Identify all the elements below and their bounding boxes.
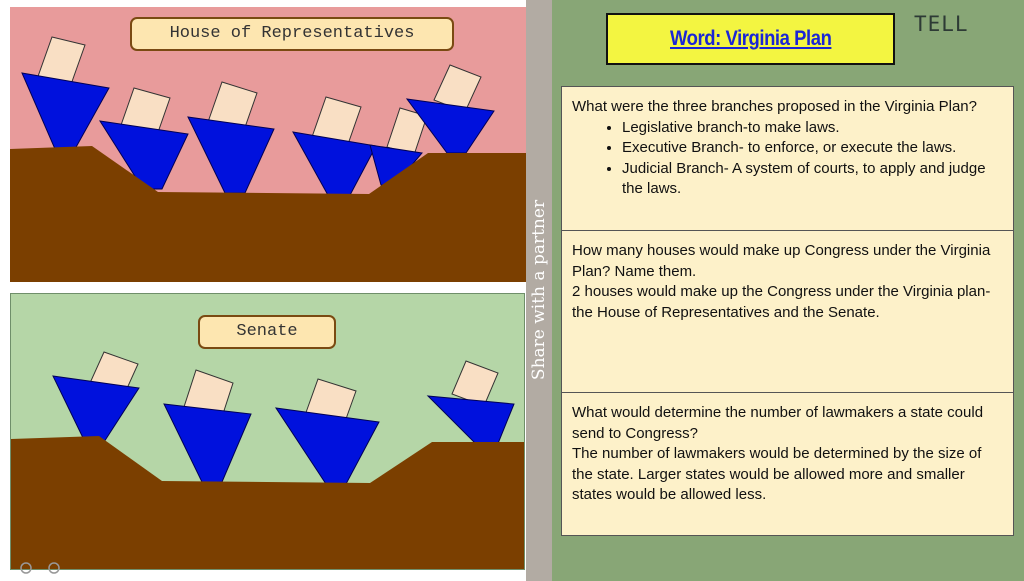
question-text: How many houses would make up Congress under the Virginia Plan? Name them. <box>572 242 991 280</box>
right-pane <box>552 0 1024 581</box>
list-item: • Legislative branch-to make laws. <box>622 118 1003 139</box>
senate-panel <box>10 293 525 570</box>
boat-3 <box>276 408 379 484</box>
qa-cell-houses <box>562 231 1013 393</box>
qa-cell-branches <box>562 87 1013 231</box>
answer-text: 2 houses would make up the Congress under the Virginia plan- the House of Representatives and the Senate. <box>572 283 991 321</box>
share-with-partner-label: Share with a partner <box>529 199 549 381</box>
qa-cell-lawmakers <box>562 393 1013 535</box>
senate-label: Senate <box>198 315 336 349</box>
list-item: • Judicial Branch- A system of courts, to apply and judge the laws. <box>622 159 1003 200</box>
word-box <box>606 13 895 65</box>
question-text: What were the three branches proposed in the Virginia Plan? <box>572 98 977 115</box>
tell-label: TELL <box>914 12 969 36</box>
answer-text: The number of lawmakers would be determined by the size of the state. Larger states would be allowed more and smaller states would be allowed less. <box>572 445 982 503</box>
boat-1 <box>22 73 109 149</box>
qa-table <box>561 86 1014 536</box>
boat-4 <box>293 132 376 197</box>
boat-4 <box>428 396 514 446</box>
branch-list <box>572 118 1003 200</box>
word-link[interactable]: Word: Virginia Plan <box>669 27 832 50</box>
ground <box>10 146 526 282</box>
list-item: • Executive Branch- to enforce, or execute the laws. <box>622 138 1003 159</box>
house-of-representatives-panel <box>10 7 526 282</box>
question-text: What would determine the number of lawmakers a state could send to Congress? <box>572 404 984 442</box>
house-label: House of Representatives <box>130 17 454 51</box>
boat-2 <box>164 404 251 482</box>
boat-3 <box>188 117 274 193</box>
boat-1 <box>53 376 139 442</box>
partial-icon <box>14 562 74 576</box>
ground <box>11 436 525 570</box>
